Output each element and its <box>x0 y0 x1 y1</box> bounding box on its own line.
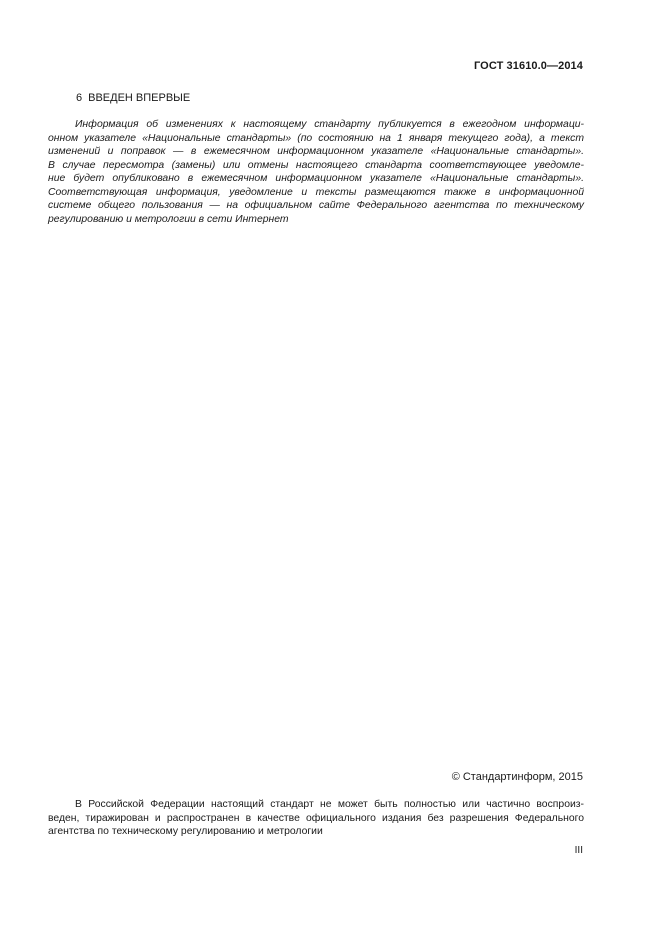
page-number: III <box>574 845 583 856</box>
info-line: изменений и поправок — в ежемесячном информационном указателе «Национальные стандарты». <box>48 146 584 157</box>
amendment-info-paragraph <box>48 118 584 226</box>
legal-line: веден, тиражирован и распространен в качестве официального издания без разрешения Федерального <box>48 812 584 824</box>
section-number: 6 <box>76 92 83 104</box>
standard-id: ГОСТ 31610.0—2014 <box>473 60 583 72</box>
section-heading <box>76 92 190 104</box>
info-line: Информация об изменениях к настоящему стандарту публикуется в ежегодном информаци- <box>75 119 584 130</box>
info-line: онном указателе «Национальные стандарты» (по состоянию на 1 января текущего года), а текст <box>48 132 584 144</box>
info-line: системе общего пользования — на официальном сайте Федерального агентства по техническому <box>48 200 584 211</box>
info-line: ние будет опубликовано в ежемесячном информационном указателе «Национальные стандарты». <box>48 173 584 184</box>
info-line: Соответствующая информация, уведомление и тексты размещаются также в информационной <box>48 186 584 198</box>
info-line: регулированию и метрологии в сети Интернет <box>48 213 289 225</box>
info-line: В случае пересмотра (замены) или отмены настоящего стандарта соответствующее уведомле- <box>48 159 584 171</box>
section-title: ВВЕДЕН ВПЕРВЫЕ <box>88 92 191 104</box>
legal-line: агентства по техническому регулированию и метрологии <box>48 826 323 837</box>
copyright-notice: © Стандартинформ, 2015 <box>451 771 583 783</box>
legal-notice-paragraph <box>48 798 584 839</box>
legal-line: В Российской Федерации настоящий стандарт не может быть полностью или частично воспроиз- <box>75 799 584 810</box>
